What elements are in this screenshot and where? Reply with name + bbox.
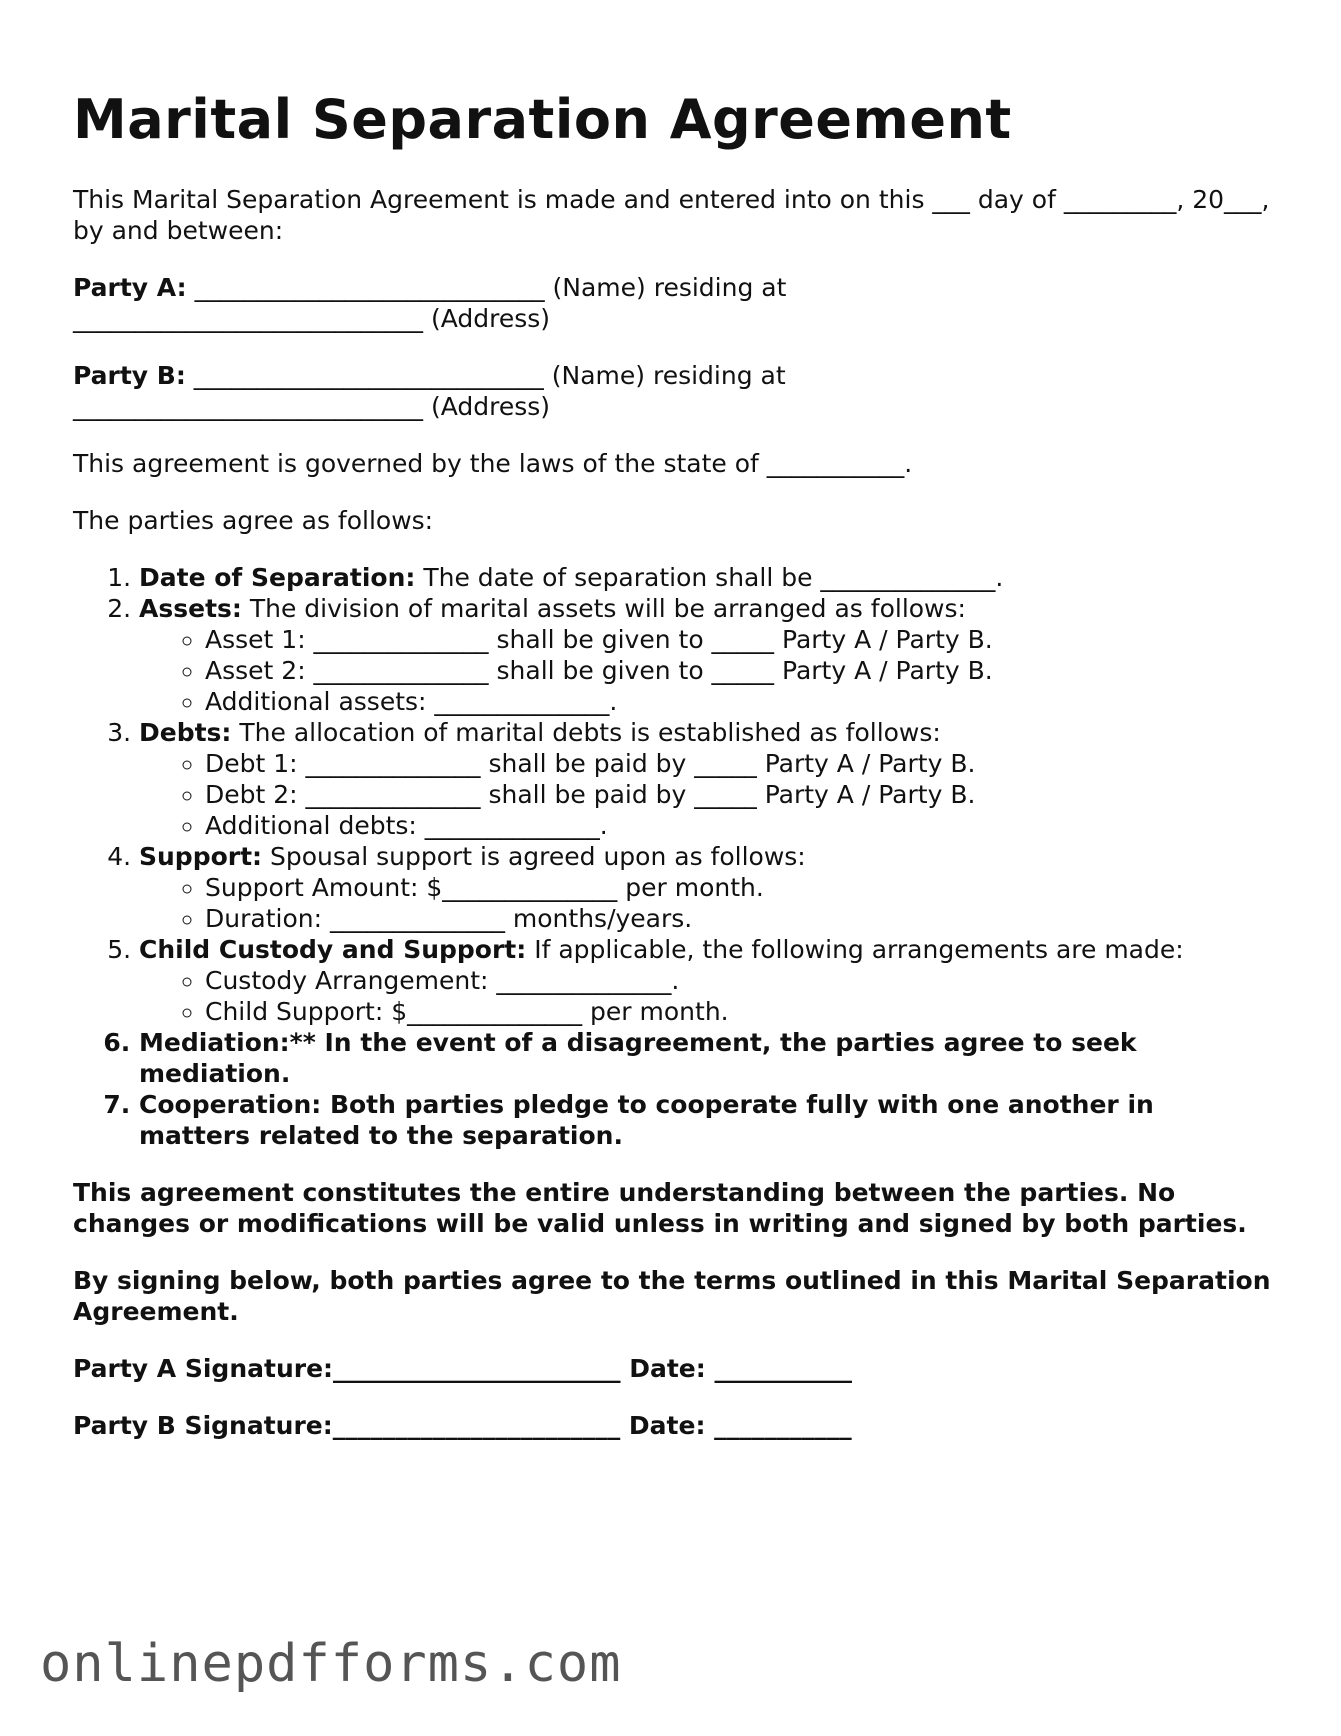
term-label: Debts: [139, 718, 232, 747]
sub-item: ◦ Custody Arrangement: ______________. [205, 965, 1273, 996]
sub-item: ◦ Duration: ______________ months/years. [205, 903, 1273, 934]
support-sublist [139, 872, 1273, 934]
document-page [73, 88, 1273, 1467]
sub-item: ◦ Debt 2: ______________ shall be paid by _____ Party A / Party B. [205, 779, 1273, 810]
child-custody-sublist [139, 965, 1273, 1027]
term-label: Mediation:** In the event of a disagreement, the parties agree to seek mediation. [139, 1028, 1137, 1088]
party-a-label: Party A: [73, 273, 187, 302]
party-a-signature-line: Party A Signature:_______________________ Date: ___________ [73, 1354, 852, 1383]
term-label: Child Custody and Support: [139, 935, 527, 964]
party-a-address-line: ____________________________ (Address) [73, 304, 551, 333]
sub-item: ◦ Child Support: $______________ per month. [205, 996, 1273, 1027]
term-item-support [139, 841, 1273, 934]
sub-item: ◦ Asset 2: ______________ shall be given to _____ Party A / Party B. [205, 655, 1273, 686]
party-b-name-line: ____________________________ (Name) residing at [185, 361, 786, 390]
document-title: Marital Separation Agreement [73, 88, 1012, 151]
sub-item: ◦ Additional debts: ______________. [205, 810, 1273, 841]
term-text: If applicable, the following arrangements are made: [526, 935, 1184, 964]
term-item-debts [139, 717, 1273, 841]
term-item-cooperation [139, 1089, 1273, 1151]
terms-list [73, 562, 1273, 1151]
term-text: Spousal support is agreed upon as follows: [262, 842, 806, 871]
party-b-block [73, 360, 1273, 422]
term-label: Assets: [139, 594, 242, 623]
sub-item: ◦ Additional assets: ______________. [205, 686, 1273, 717]
term-item-date-of-separation [139, 562, 1273, 593]
agree-intro: The parties agree as follows: [73, 506, 434, 535]
term-label: Date of Separation: [139, 563, 416, 592]
party-a-block [73, 272, 1273, 334]
term-label: Support: [139, 842, 263, 871]
party-b-label: Party B: [73, 361, 186, 390]
sub-item: ◦ Debt 1: ______________ shall be paid by _____ Party A / Party B. [205, 748, 1273, 779]
assets-sublist [139, 624, 1273, 717]
debts-sublist [139, 748, 1273, 841]
party-a-name-line: ____________________________ (Name) residing at [186, 273, 787, 302]
sub-item: ◦ Support Amount: $______________ per month. [205, 872, 1273, 903]
governing-law-paragraph: This agreement is governed by the laws of the state of ___________. [73, 449, 913, 478]
site-watermark: onlinepdfforms.com [40, 1634, 622, 1694]
term-text: The allocation of marital debts is established as follows: [231, 718, 941, 747]
sub-item: ◦ Asset 1: ______________ shall be given to _____ Party A / Party B. [205, 624, 1273, 655]
term-label: Cooperation: Both parties pledge to cooperate fully with one another in matters related to the separation. [139, 1090, 1154, 1150]
entire-agreement-paragraph: This agreement constitutes the entire understanding between the parties. No changes or modifications will be valid unless in writing and signed by both parties. [73, 1178, 1247, 1238]
term-item-assets [139, 593, 1273, 717]
term-text: The date of separation shall be ______________. [415, 563, 1004, 592]
term-item-mediation [139, 1027, 1273, 1089]
intro-paragraph: This Marital Separation Agreement is made and entered into on this ___ day of _________, 20___, by and between: [73, 185, 1270, 245]
party-b-address-line: ____________________________ (Address) [73, 392, 551, 421]
term-text: The division of marital assets will be arranged as follows: [241, 594, 966, 623]
signing-statement: By signing below, both parties agree to the terms outlined in this Marital Separation Agreement. [73, 1266, 1271, 1326]
term-item-child-custody [139, 934, 1273, 1027]
party-b-signature-line: Party B Signature:_______________________ Date: ___________ [73, 1411, 852, 1440]
